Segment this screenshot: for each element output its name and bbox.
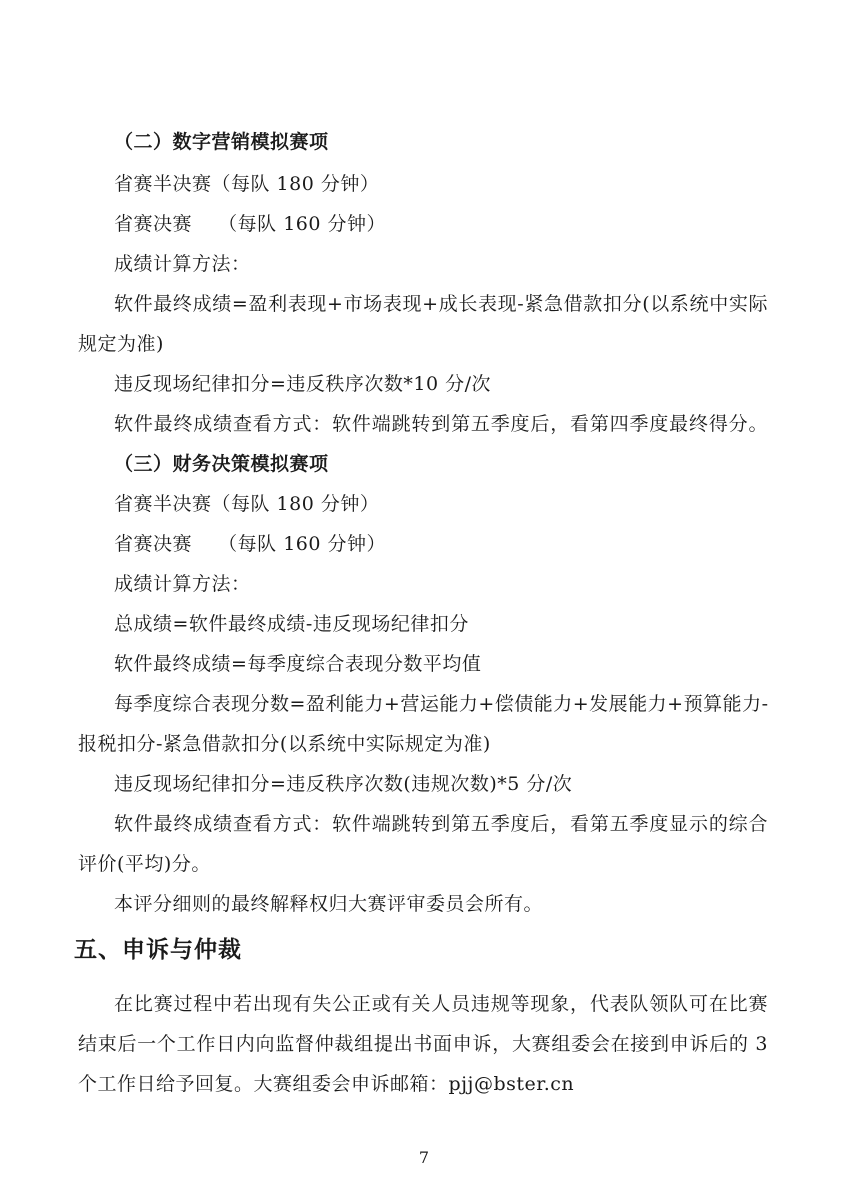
appeal-paragraph-line1: 在比赛过程中若出现有失公正或有关人员违规等现象，代表队领队可在比赛 — [114, 993, 768, 1015]
interpretation-statement: 本评分细则的最终解释权归大赛评审委员会所有。 — [114, 893, 544, 915]
financial-decision-final: 省赛决赛 （每队 160 分钟） — [114, 533, 387, 555]
financial-decision-quarter-formula-line2: 报税扣分-紧急借款扣分(以系统中实际规定为准) — [78, 733, 491, 755]
digital-marketing-penalty: 违反现场纪律扣分=违反秩序次数*10 分/次 — [114, 373, 492, 395]
page-number: 7 — [418, 1148, 430, 1167]
digital-marketing-method-label: 成绩计算方法： — [114, 253, 251, 275]
digital-marketing-formula-line1: 软件最终成绩=盈利表现+市场表现+成长表现-紧急借款扣分(以系统中实际 — [114, 293, 768, 315]
financial-decision-quarter-formula-line1: 每季度综合表现分数=盈利能力+营运能力+偿债能力+发展能力+预算能力- — [114, 693, 769, 715]
financial-decision-view-method-line1: 软件最终成绩查看方式：软件端跳转到第五季度后，看第五季度显示的综合 — [114, 813, 768, 835]
digital-marketing-view-method: 软件最终成绩查看方式：软件端跳转到第五季度后，看第四季度最终得分。 — [114, 413, 768, 435]
digital-marketing-final: 省赛决赛 （每队 160 分钟） — [114, 213, 387, 235]
digital-marketing-semifinal: 省赛半决赛（每队 180 分钟） — [114, 173, 380, 195]
appeal-paragraph-line2: 结束后一个工作日内向监督仲裁组提出书面申诉，大赛组委会在接到申诉后的 3 — [78, 1033, 768, 1055]
financial-decision-software-formula: 软件最终成绩=每季度综合表现分数平均值 — [114, 653, 482, 675]
financial-decision-heading: （三）财务决策模拟赛项 — [114, 453, 329, 475]
financial-decision-penalty: 违反现场纪律扣分=违反秩序次数(违规次数)*5 分/次 — [114, 773, 573, 795]
appeal-section-heading: 五、申诉与仲裁 — [74, 937, 242, 963]
financial-decision-method-label: 成绩计算方法： — [114, 573, 251, 595]
financial-decision-total-formula: 总成绩=软件最终成绩-违反现场纪律扣分 — [114, 613, 469, 635]
digital-marketing-heading: （二）数字营销模拟赛项 — [114, 131, 329, 153]
financial-decision-view-method-line2: 评价(平均)分。 — [78, 853, 211, 875]
digital-marketing-formula-line2: 规定为准) — [78, 333, 164, 355]
appeal-paragraph-line3: 个工作日给予回复。大赛组委会申诉邮箱：pjj@bster.cn — [78, 1073, 575, 1095]
financial-decision-semifinal: 省赛半决赛（每队 180 分钟） — [114, 493, 380, 515]
